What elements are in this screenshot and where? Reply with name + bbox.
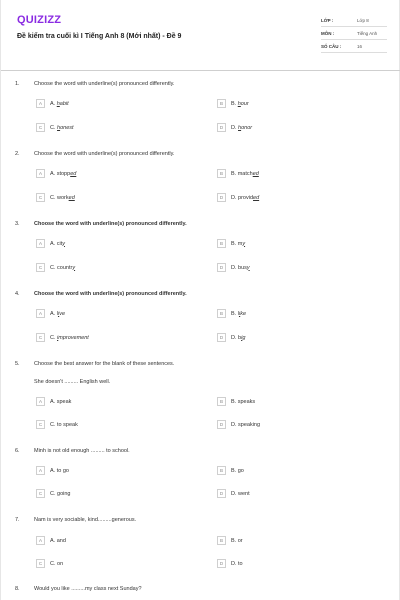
- option-letter-box: B: [217, 99, 226, 108]
- meta-row-subject: [321, 27, 387, 40]
- option-label: [50, 171, 76, 177]
- option-letter-box: D: [217, 123, 226, 132]
- answer-option-c[interactable]: [36, 123, 74, 132]
- option-letter-box: A: [36, 309, 45, 318]
- answer-option-b[interactable]: [217, 397, 255, 406]
- option-text: C. countr: [50, 264, 73, 271]
- meta-row-class: [321, 14, 387, 27]
- option-letter-box: B: [217, 309, 226, 318]
- answer-option-c[interactable]: [36, 420, 78, 429]
- option-letter-box: A: [36, 397, 45, 406]
- option-text: A. cit: [50, 240, 63, 247]
- option-label: [50, 265, 75, 271]
- option-label: [231, 265, 250, 271]
- option-text: C. on: [50, 560, 64, 567]
- underlined-part: h: [237, 100, 241, 107]
- answer-option-c[interactable]: [36, 489, 71, 498]
- answer-option-d[interactable]: [217, 193, 259, 202]
- option-text-rest: ve: [59, 310, 65, 317]
- underlined-part: i: [57, 334, 59, 341]
- option-label: [50, 538, 66, 544]
- option-text-rest: onor: [241, 124, 253, 131]
- option-letter-box: D: [217, 193, 226, 202]
- option-text: B.: [231, 100, 238, 107]
- option-label: [231, 125, 252, 131]
- answer-option-a[interactable]: [36, 239, 65, 248]
- option-letter-box: A: [36, 169, 45, 178]
- option-letter-box: C: [36, 559, 45, 568]
- option-text: D. to: [231, 560, 243, 567]
- meta-table: [321, 14, 387, 53]
- page-title: Đề kiểm tra cuối kì I Tiếng Anh 8 (Mới nhất) - Đề 9: [17, 33, 182, 40]
- question-number: 8.: [15, 586, 20, 592]
- answer-option-d[interactable]: [217, 420, 260, 429]
- underlined-part: y: [246, 264, 250, 271]
- option-label: [231, 171, 259, 177]
- option-letter-box: C: [36, 489, 45, 498]
- option-letter-box: A: [36, 536, 45, 545]
- option-letter-box: A: [36, 239, 45, 248]
- question-sentence: She doesn't ......... English well.: [34, 379, 111, 385]
- answer-option-c[interactable]: [36, 559, 63, 568]
- option-text-rest: abit: [59, 100, 69, 107]
- underlined-part: y: [72, 264, 76, 271]
- underlined-part: ed: [253, 194, 260, 201]
- option-letter-box: B: [217, 169, 226, 178]
- meta-value: Lớp 8: [357, 17, 369, 23]
- answer-option-b[interactable]: [217, 309, 246, 318]
- header-divider: [1, 70, 400, 71]
- option-letter-box: B: [217, 397, 226, 406]
- option-letter-box: A: [36, 466, 45, 475]
- option-label: [50, 468, 69, 474]
- answer-option-c[interactable]: [36, 193, 75, 202]
- question-text: Choose the word with underline(s) pronounced differently.: [34, 221, 187, 227]
- option-label: [231, 561, 243, 567]
- underlined-part: y: [242, 240, 246, 247]
- option-text: A.: [50, 100, 57, 107]
- answer-option-b[interactable]: [217, 536, 243, 545]
- option-text: C. going: [50, 490, 71, 497]
- question-number: 7.: [15, 517, 20, 523]
- answer-option-c[interactable]: [36, 263, 75, 272]
- option-text: D. speaking: [231, 421, 261, 428]
- underlined-part: h: [56, 100, 60, 107]
- answer-option-d[interactable]: [217, 559, 243, 568]
- question-text: Would you like .........my class next Sunday?: [34, 586, 142, 592]
- option-letter-box: D: [217, 559, 226, 568]
- option-label: [231, 468, 244, 474]
- option-letter-box: D: [217, 263, 226, 272]
- meta-value: Tiếng Anh: [357, 30, 378, 36]
- underlined-part: h: [238, 124, 242, 131]
- option-label: [231, 538, 243, 544]
- meta-key: MÔN :: [321, 30, 335, 36]
- underlined-part: y: [62, 240, 65, 247]
- answer-option-a[interactable]: [36, 536, 66, 545]
- option-text-rest: g: [242, 334, 246, 341]
- answer-option-c[interactable]: [36, 333, 89, 342]
- option-text: A. and: [50, 537, 66, 544]
- option-text: B. speaks: [231, 398, 256, 405]
- option-label: [50, 125, 74, 131]
- option-text: B. match: [231, 170, 253, 177]
- underlined-part: i: [57, 310, 60, 317]
- option-text: A. l: [50, 310, 58, 317]
- question-number: 1.: [15, 81, 20, 87]
- answer-option-d[interactable]: [217, 263, 250, 272]
- option-label: [231, 422, 260, 428]
- option-text-rest: onest: [60, 124, 74, 131]
- option-label: [50, 399, 71, 405]
- question-number: 3.: [15, 221, 20, 227]
- option-text: D. provid: [231, 194, 254, 201]
- underlined-part: ed: [70, 170, 77, 177]
- option-label: [50, 561, 63, 567]
- option-letter-box: A: [36, 99, 45, 108]
- question-text: Choose the word with underline(s) pronounced differently.: [34, 291, 187, 297]
- option-text: D.: [231, 124, 239, 131]
- option-letter-box: C: [36, 193, 45, 202]
- question-number: 6.: [15, 448, 20, 454]
- option-label: [231, 101, 249, 107]
- answer-option-a[interactable]: [36, 309, 65, 318]
- answer-option-a[interactable]: [36, 99, 69, 108]
- meta-row-count: [321, 40, 387, 53]
- option-text: A. speak: [50, 398, 72, 405]
- quizizz-logo: QUIZIZZ: [17, 14, 62, 26]
- option-letter-box: B: [217, 536, 226, 545]
- option-letter-box: C: [36, 420, 45, 429]
- answer-option-a[interactable]: [36, 169, 76, 178]
- option-text: B. go: [231, 467, 244, 474]
- option-letter-box: C: [36, 333, 45, 342]
- question-text: Choose the word with underline(s) pronounced differently.: [34, 81, 175, 87]
- option-text-rest: ke: [240, 310, 246, 317]
- meta-key: LỚP :: [321, 17, 334, 23]
- option-label: [231, 399, 255, 405]
- option-letter-box: D: [217, 333, 226, 342]
- option-text: C. to speak: [50, 421, 78, 428]
- question-text: Minh is not old enough ......... to school.: [34, 448, 130, 454]
- option-text: B. or: [231, 537, 243, 544]
- option-letter-box: D: [217, 420, 226, 429]
- option-text: D. went: [231, 490, 250, 497]
- option-text: C.: [50, 124, 58, 131]
- option-label: [231, 195, 259, 201]
- underlined-part: h: [57, 124, 61, 131]
- answer-option-d[interactable]: [217, 123, 252, 132]
- underlined-part: i: [238, 310, 241, 317]
- option-text: A. stopp: [50, 170, 71, 177]
- option-text: A. to go: [50, 467, 69, 474]
- option-label: [50, 422, 78, 428]
- option-label: [50, 101, 69, 107]
- question-text: Choose the best answer for the blank of these sentences.: [34, 361, 175, 367]
- option-letter-box: B: [217, 466, 226, 475]
- answer-option-b[interactable]: [217, 169, 259, 178]
- question-number: 5.: [15, 361, 20, 367]
- option-label: [50, 241, 65, 247]
- meta-key: SỐ CÂU :: [321, 43, 342, 49]
- option-label: [50, 335, 89, 341]
- underlined-part: ed: [68, 194, 75, 201]
- option-label: [231, 241, 245, 247]
- underlined-part: i: [241, 334, 243, 341]
- question-text: Nam is very sociable, kind.........generous.: [34, 517, 137, 523]
- option-label: [50, 491, 71, 497]
- option-letter-box: C: [36, 123, 45, 132]
- underlined-part: ed: [252, 170, 259, 177]
- answer-option-d[interactable]: [217, 489, 250, 498]
- answer-option-b[interactable]: [217, 99, 249, 108]
- answer-option-b[interactable]: [217, 239, 245, 248]
- option-text: D. b: [231, 334, 242, 341]
- option-text-rest: mprovement: [58, 334, 89, 341]
- option-text: D. bus: [231, 264, 247, 271]
- option-label: [231, 311, 246, 317]
- answer-option-b[interactable]: [217, 466, 244, 475]
- option-letter-box: C: [36, 263, 45, 272]
- answer-option-d[interactable]: [217, 333, 245, 342]
- question-number: 4.: [15, 291, 20, 297]
- question-text: Choose the word with underline(s) pronounced differently.: [34, 151, 175, 157]
- option-label: [231, 491, 250, 497]
- answer-option-a[interactable]: [36, 466, 69, 475]
- option-label: [50, 195, 75, 201]
- meta-value: 16: [357, 43, 363, 49]
- option-letter-box: D: [217, 489, 226, 498]
- option-letter-box: B: [217, 239, 226, 248]
- option-text: B. m: [231, 240, 243, 247]
- question-number: 2.: [15, 151, 20, 157]
- answer-option-a[interactable]: [36, 397, 71, 406]
- option-text: B. l: [231, 310, 239, 317]
- option-text: C.: [50, 334, 58, 341]
- option-text-rest: our: [240, 100, 249, 107]
- option-label: [231, 335, 245, 341]
- option-label: [50, 311, 65, 317]
- option-text: C. work: [50, 194, 69, 201]
